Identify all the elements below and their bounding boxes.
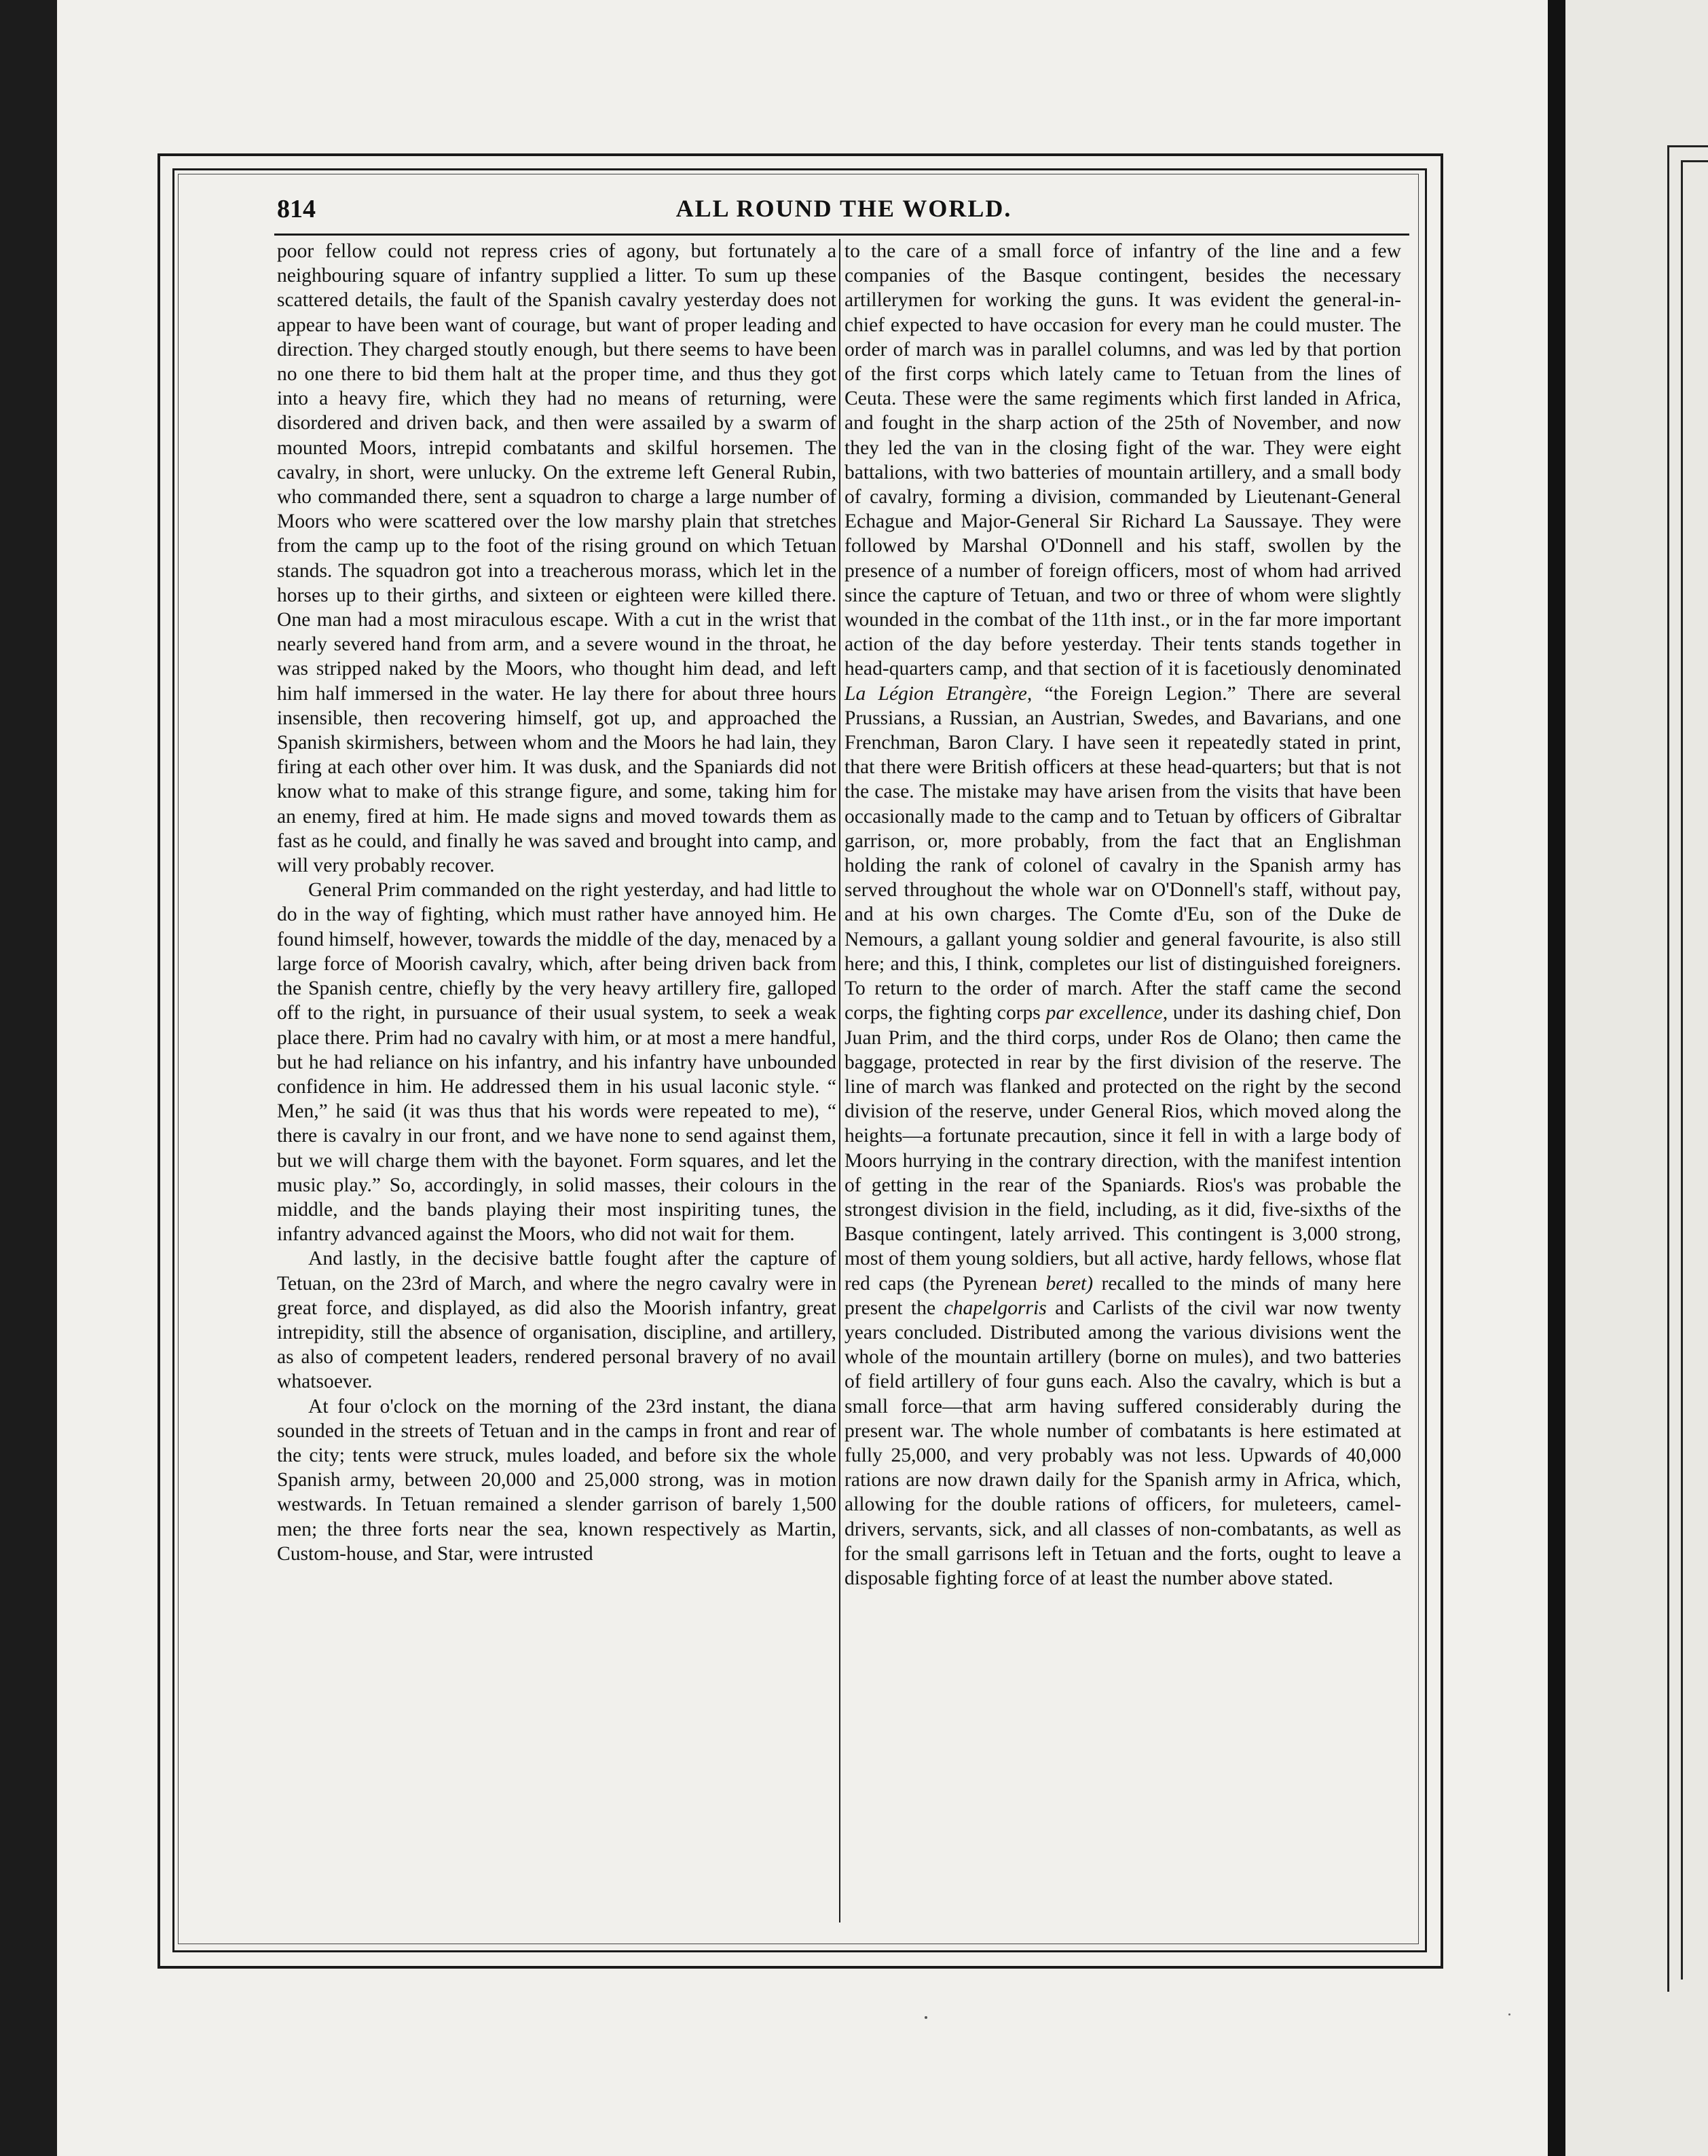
page-number: 814 (277, 195, 316, 223)
adjacent-page-edge (1565, 0, 1708, 2156)
text-run: under its dashing chief, Don Juan Prim, and the third corps, under Ros de Olano; then came the baggage, protected in rear by the first division of the reserve. The line of march was flanked and protected on the right by the second division of the reserve, under General Rios, which moved along the heights—a fortunate precaution, since it fell in with a large body of Moors hurrying in the contrary direction, with the manifest intention of getting in the rear of the Spaniards. Rios's was probable the strongest division in the field, including, as it did, five-sixths of the Basque contingent, lately arrived. This contingent is 3,000 strong, most of them young soldiers, but all active, hardy fellows, whose flat red caps (the Pyrenean (844, 1002, 1401, 1295)
page-header (277, 194, 1411, 235)
text-run: recalled to the minds of many here present the (844, 1272, 1401, 1319)
paragraph: poor fellow could not repress cries of agony, but fortunately a neighbouring square of infantry supplied a litter. To sum up these scattered details, the fault of the Spanish cavalry yesterday does not appear to have been want of courage, but want of proper leading and direction. They charged stoutly enough, but there seems to have been no one there to bid them halt at the proper time, and thus they got into a heavy fire, which they had no means of returning, were disordered and driven back, and then were assailed by a swarm of mounted Moors, intrepid combatants and skilful horsemen. The cavalry, in short, were unlucky. On the extreme left General Rubin, who commanded there, sent a squadron to charge a large number of Moors who were scattered over the low marshy plain that stretches from the camp up to the foot of the rising ground on which Tetuan stands. The squadron got into a treacherous morass, which let in the horses up to their girths, and sixteen or eighteen were killed there. One man had a most miraculous escape. With a cut in the wrist that nearly severed hand from arm, and a severe wound in the throat, he was stripped naked by the Moors, who thought him dead, and left him half immersed in the water. He lay there for about three hours insensible, then recovering himself, got up, and approached the Spanish skirmishers, between whom and the Moors he had lain, they firing at each other over him. It was dusk, and the Spaniards did not know what to make of this strange figure, and some, taking him for an enemy, fired at him. He made signs and moved towards them as fast as he could, and finally he was saved and brought into camp, and will very probably recover. (277, 240, 836, 877)
italic-phrase: La Légion Etrangère, (844, 682, 1033, 705)
running-title: ALL ROUND THE WORLD. (675, 195, 1012, 222)
italic-phrase: chapelgorris (944, 1297, 1047, 1319)
text-run: and Carlists of the civil war now twenty years concluded. Distributed among the various divisions went the whole of the mountain artillery (borne on mules), and two batteries of field artillery of four guns each. Also the cavalry, which is but a small force—that arm having suffered considerably during the present war. The whole number of combatants is here estimated at fully 25,000, and very probably was not less. Upwards of 40,000 rations are now drawn daily for the Spanish army in Africa, which, allowing for the double rations of officers, for muleteers, camel-drivers, servants, sick, and all classes of non-combatants, as well as for the small garrisons left in Tetuan and the forts, ought to leave a disposable fighting force of at least the number above stated. (844, 1297, 1401, 1589)
text-run: to the care of a small force of infantry of the line and a few companies of the Basque contingent, besides the necessary artillerymen for working the guns. It was evident the general-in-chief expected to have occasion for every man he could muster. The order of march was in parallel columns, and was led by that portion of the first corps which lately came to Tetuan from the lines of Ceuta. These were the same regiments which first landed in Africa, and fought in the sharp action of the 25th of November, and now they led the van in the closing fight of the war. They were eight battalions, with two batteries of mountain artillery, and a small body of cavalry, forming a division, commanded by Lieutenant-General Echague and Major-General Sir Richard La Saussaye. They were followed by Marshal O'Donnell and his staff, swollen by the presence of a number of foreign officers, most of whom had arrived since the capture of Tetuan, and two or three of whom were slightly wounded in the combat of the 11th inst., or in the far more important action of the day before yesterday. Their tents stands together in head-quarters camp, and that section of it is facetiously denominated (844, 240, 1401, 680)
column-divider (839, 239, 840, 1922)
paragraph: And lastly, in the decisive battle fought after the capture of Tetuan, on the 23rd of March, and where the negro cavalry were in great force, and displayed, as did also the Moorish infantry, great intrepidity, still the absence of organisation, discipline, and artillery, as also of competent leaders, rendered personal bravery of no avail whatsoever. (277, 1248, 836, 1393)
paragraph: At four o'clock on the morning of the 23rd instant, the diana sounded in the streets of Tetuan and in the camps in front and rear of the city; tents were struck, mules loaded, and before six the whole Spanish army, between 20,000 and 25,000 strong, was in motion westwards. In Tetuan remained a slender garrison of barely 1,500 men; the three forts near the sea, known respectively as Martin, Custom-house, and Star, were intrusted (277, 1395, 836, 1565)
adjacent-page-border (1667, 145, 1669, 1992)
scan-speck (925, 2016, 927, 2019)
text-run: “the Foreign Legion.” There are several Prussians, a Russian, an Austrian, Swedes, and Bavarians, and one Frenchman, Baron Clary. I have seen it repeatedly stated in print, that there were British officers at these head-quarters; but that is not the case. The mistake may have arisen from the visits that have been occasionally made to the camp and to Tetuan by officers of Gibraltar garrison, or, more probably, from the fact that an Englishman holding the rank of colonel of cavalry in the Spanish army has served throughout the whole war on O'Donnell's staff, without pay, and at his own charges. The Comte d'Eu, son of the Duke de Nemours, a gallant young soldier and general favourite, is also still here; and this, I think, completes our list of distinguished foreigners. To return to the order of march. After the staff came the second corps, the fighting corps (844, 682, 1401, 1024)
paragraph: General Prim commanded on the right yesterday, and had little to do in the way of fighting, which must rather have annoyed him. He found himself, however, towards the middle of the day, menaced by a large force of Moorish cavalry, which, after being driven back from the Spanish centre, chiefly by the very heavy artillery fire, galloped off to the right, in pursuance of their usual system, to seek a weak place there. Prim had no cavalry with him, or at most a mere handful, but he had reliance on his infantry, and his infantry have unbounded confidence in him. He addressed them in his usual laconic style. “ Men,” he said (it was thus that his words were repeated to me), “ there is cavalry in our front, and we have none to send against them, but we will charge them with the bayonet. Form squares, and let the music play.” So, accordingly, in solid masses, their colours in the middle, and the bands playing their most inspiriting tunes, the infantry advanced against the Moors, who did not wait for them. (277, 879, 836, 1246)
header-rule (274, 234, 1409, 236)
adjacent-page-border-inner (1681, 160, 1683, 1980)
page-gutter (1548, 0, 1565, 2156)
adjacent-page-top-rule (1667, 145, 1708, 147)
italic-phrase: par excellence, (1045, 1002, 1168, 1024)
left-column (277, 239, 836, 1566)
paragraph (844, 239, 1401, 1591)
scan-speck (1508, 2013, 1510, 2015)
right-column (844, 239, 1401, 1591)
italic-phrase: beret) (1045, 1272, 1094, 1295)
adjacent-page-top-rule-inner (1681, 160, 1708, 162)
scan-border (0, 0, 57, 2156)
